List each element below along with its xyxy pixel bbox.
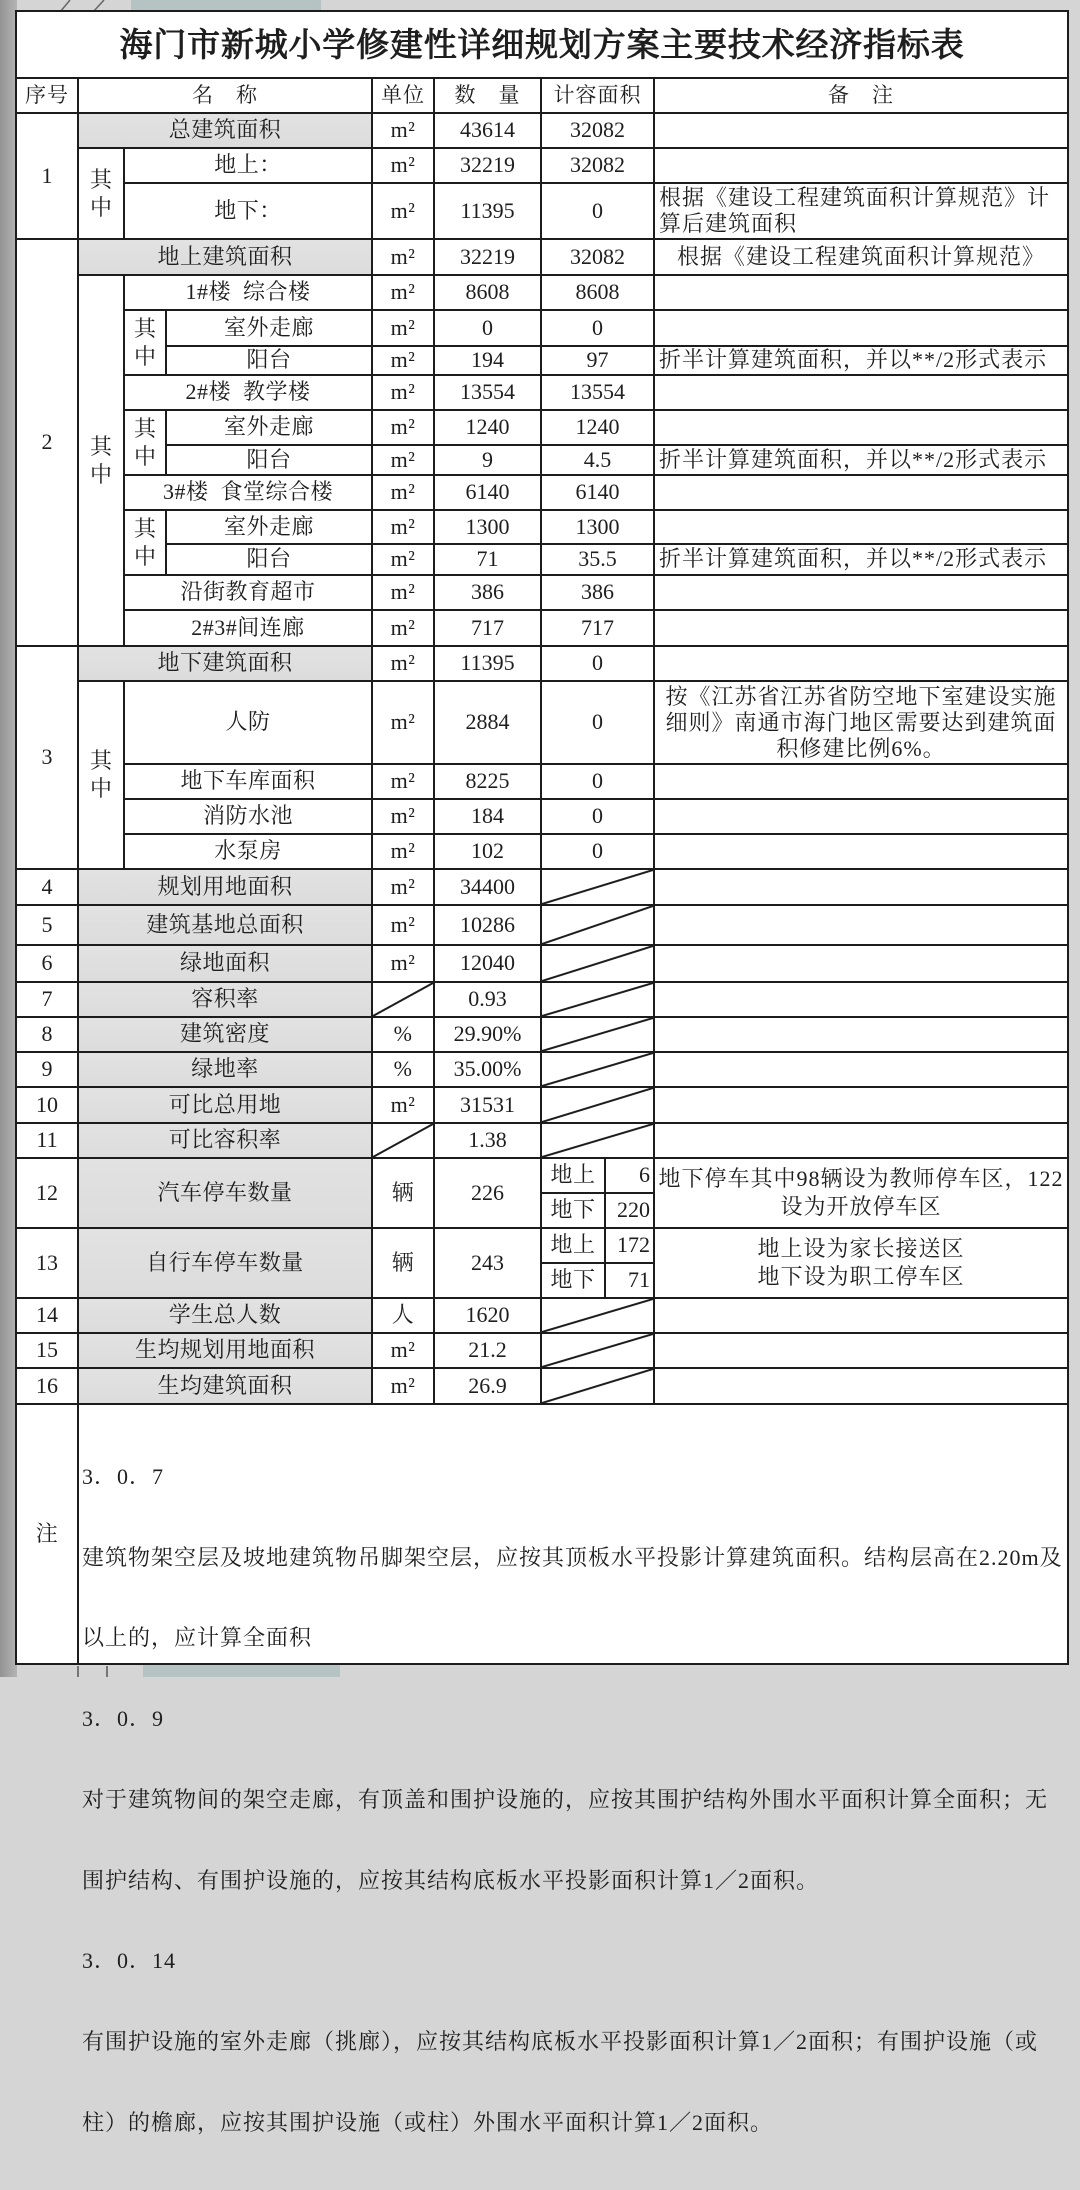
far-area-cell: 4.5 xyxy=(542,446,655,476)
unit-cell: m² xyxy=(373,870,435,906)
quantity-cell: 12040 xyxy=(435,946,542,983)
quantity-cell: 0.93 xyxy=(435,983,542,1018)
quantity-cell: 11395 xyxy=(435,184,542,240)
remark-cell xyxy=(655,800,1069,835)
seq-cell: 11 xyxy=(17,1124,79,1159)
name-cell: 生均建筑面积 xyxy=(79,1369,373,1405)
far-area-cell: 1240 xyxy=(542,411,655,446)
name-cell: 自行车停车数量 xyxy=(79,1229,373,1299)
far-area-cell: 0 xyxy=(542,682,655,765)
unit-cell: % xyxy=(373,1018,435,1053)
unit-cell-not-applicable xyxy=(373,1124,435,1159)
seq-cell: 9 xyxy=(17,1053,79,1088)
name-cell: 地下车库面积 xyxy=(125,765,373,800)
header-unit: 单位 xyxy=(373,79,435,114)
remark-cell: 折半计算建筑面积，并以**/2形式表示 xyxy=(655,446,1069,476)
breakdown-label xyxy=(79,276,125,647)
name-cell: 地下： xyxy=(125,184,373,240)
far-area-cell-not-applicable xyxy=(542,1018,655,1053)
quantity-cell: 35.00% xyxy=(435,1053,542,1088)
unit-cell: m² xyxy=(373,1334,435,1369)
unit-cell: m² xyxy=(373,511,435,545)
far-area-cell-not-applicable xyxy=(542,1124,655,1159)
remark-cell xyxy=(655,765,1069,800)
quantity-cell: 2884 xyxy=(435,682,542,765)
breakdown-label-text: 其中 xyxy=(90,433,113,487)
quantity-cell: 34400 xyxy=(435,870,542,906)
far-area-cell-not-applicable xyxy=(542,1369,655,1405)
indicator-table xyxy=(15,10,1069,2136)
remark-line: 设为开放停车区 xyxy=(780,1194,942,1219)
quantity-cell: 0 xyxy=(435,311,542,347)
quantity-cell: 194 xyxy=(435,347,542,376)
remark-cell xyxy=(655,184,1069,240)
remark-cell xyxy=(655,511,1069,545)
name-cell: 汽车停车数量 xyxy=(79,1159,373,1229)
unit-cell: m² xyxy=(373,1088,435,1124)
name-cell: 绿地面积 xyxy=(79,946,373,983)
sub-breakdown-label xyxy=(125,311,167,376)
remark-cell xyxy=(655,870,1069,906)
unit-cell: 人 xyxy=(373,1299,435,1334)
unit-cell: 辆 xyxy=(373,1229,435,1299)
breakdown-label xyxy=(79,149,125,240)
clause-code: 3．0．7 xyxy=(82,1463,165,1489)
unit-cell: m² xyxy=(373,347,435,376)
table-title: 海门市新城小学修建性详细规划方案主要技术经济指标表 xyxy=(17,12,1069,79)
notes-text xyxy=(79,1405,1069,2136)
clause-code: 3．0．14 xyxy=(82,1948,177,1974)
name-cell: 阳台 xyxy=(167,446,373,476)
sub-breakdown-label xyxy=(125,411,167,476)
far-area-cell-not-applicable xyxy=(542,906,655,946)
quantity-cell: 226 xyxy=(435,1159,542,1229)
unit-cell: % xyxy=(373,1053,435,1088)
name-cell: 2#3#间连廊 xyxy=(125,611,373,647)
far-area-cell: 0 xyxy=(542,765,655,800)
name-cell: 室外走廊 xyxy=(167,511,373,545)
far-area-cell: 97 xyxy=(542,347,655,376)
quantity-cell: 10286 xyxy=(435,906,542,946)
quantity-cell: 8608 xyxy=(435,276,542,311)
name-cell: 水泵房 xyxy=(125,835,373,870)
remark-cell xyxy=(655,1229,1069,1299)
seq-cell: 6 xyxy=(17,946,79,983)
remark-line: 根据《建设工程建筑面积计算规范》计 xyxy=(659,185,1051,210)
split-label-cell: 地上 xyxy=(542,1229,606,1264)
name-cell: 建筑密度 xyxy=(79,1018,373,1053)
name-cell: 1#楼 综合楼 xyxy=(125,276,373,311)
quantity-cell: 21.2 xyxy=(435,1334,542,1369)
header-far-area: 计容面积 xyxy=(542,79,655,114)
breakdown-label-text: 其中 xyxy=(90,748,113,801)
remark-cell xyxy=(655,983,1069,1018)
unit-cell-not-applicable xyxy=(373,983,435,1018)
quantity-cell: 32219 xyxy=(435,240,542,276)
name-cell: 沿街教育超市 xyxy=(125,576,373,611)
remark-cell xyxy=(655,835,1069,870)
name-cell-summary: 地下建筑面积 xyxy=(79,647,373,682)
seq-cell: 15 xyxy=(17,1334,79,1369)
name-cell: 阳台 xyxy=(167,347,373,376)
quantity-cell: 1620 xyxy=(435,1299,542,1334)
quantity-cell: 184 xyxy=(435,800,542,835)
far-area-cell: 0 xyxy=(542,835,655,870)
far-area-cell: 32082 xyxy=(542,240,655,276)
far-area-cell: 8608 xyxy=(542,276,655,311)
seq-cell: 1 xyxy=(17,114,79,240)
remark-cell xyxy=(655,1018,1069,1053)
clause-line: 柱）的檐廊，应按其围护设施（或柱）外围水平面积计算1／2面积。 xyxy=(82,2110,774,2136)
remark-cell xyxy=(655,411,1069,446)
quantity-cell: 13554 xyxy=(435,376,542,411)
unit-cell: m² xyxy=(373,184,435,240)
quantity-cell: 243 xyxy=(435,1229,542,1299)
unit-cell: m² xyxy=(373,411,435,446)
name-cell: 阳台 xyxy=(167,545,373,576)
name-cell: 3#楼 食堂综合楼 xyxy=(125,476,373,511)
far-area-cell-not-applicable xyxy=(542,946,655,983)
quantity-cell: 8225 xyxy=(435,765,542,800)
remark-line: 算后建筑面积 xyxy=(659,211,798,236)
far-area-cell: 13554 xyxy=(542,376,655,411)
split-label-cell: 地上 xyxy=(542,1159,606,1194)
unit-cell: m² xyxy=(373,149,435,184)
far-area-cell-not-applicable xyxy=(542,983,655,1018)
quantity-cell: 9 xyxy=(435,446,542,476)
split-value-cell: 172 xyxy=(606,1229,655,1264)
far-area-cell: 1300 xyxy=(542,511,655,545)
unit-cell: m² xyxy=(373,311,435,347)
remark-cell xyxy=(655,1088,1069,1124)
quantity-cell: 102 xyxy=(435,835,542,870)
remark-cell xyxy=(655,114,1069,149)
unit-cell: 辆 xyxy=(373,1159,435,1229)
sub-breakdown-label xyxy=(125,511,167,576)
quantity-cell: 31531 xyxy=(435,1088,542,1124)
remark-cell xyxy=(655,1159,1069,1229)
unit-cell: m² xyxy=(373,682,435,765)
name-cell: 地上： xyxy=(125,149,373,184)
split-value-cell: 6 xyxy=(606,1159,655,1194)
remark-cell xyxy=(655,647,1069,682)
far-area-cell: 35.5 xyxy=(542,545,655,576)
unit-cell: m² xyxy=(373,545,435,576)
breakdown-label-text: 其中 xyxy=(90,166,113,220)
far-area-cell: 386 xyxy=(542,576,655,611)
notes-label: 注 xyxy=(17,1405,79,1665)
split-label-cell: 地下 xyxy=(542,1264,606,1299)
far-area-cell: 0 xyxy=(542,311,655,347)
unit-cell: m² xyxy=(373,611,435,647)
seq-cell: 8 xyxy=(17,1018,79,1053)
name-cell: 学生总人数 xyxy=(79,1299,373,1334)
remark-line: 细则》南通市海门地区需要达到建筑面 xyxy=(665,709,1057,735)
name-cell: 可比总用地 xyxy=(79,1088,373,1124)
name-cell: 绿地率 xyxy=(79,1053,373,1088)
unit-cell: m² xyxy=(373,114,435,149)
breakdown-label xyxy=(79,682,125,870)
unit-cell: m² xyxy=(373,476,435,511)
remark-cell xyxy=(655,149,1069,184)
remark-cell xyxy=(655,376,1069,411)
remark-cell xyxy=(655,576,1069,611)
clause-line: 有围护设施的室外走廊（挑廊），应按其结构底板水平投影面积计算1／2面积；有围护设施（或 xyxy=(82,2029,1039,2055)
remark-cell xyxy=(655,1299,1069,1334)
quantity-cell: 26.9 xyxy=(435,1369,542,1405)
seq-cell: 13 xyxy=(17,1229,79,1299)
far-area-cell-not-applicable xyxy=(542,1053,655,1088)
seq-cell: 16 xyxy=(17,1369,79,1405)
seq-cell: 4 xyxy=(17,870,79,906)
name-cell: 室外走廊 xyxy=(167,311,373,347)
name-cell: 可比容积率 xyxy=(79,1124,373,1159)
breakdown-label-text: 其中 xyxy=(134,515,157,569)
clause-line: 围护结构、有围护设施的，应按其结构底板水平投影面积计算1／2面积。 xyxy=(82,1867,820,1893)
quantity-cell: 1.38 xyxy=(435,1124,542,1159)
name-cell-summary: 总建筑面积 xyxy=(79,114,373,149)
name-cell: 室外走廊 xyxy=(167,411,373,446)
quantity-cell: 29.90% xyxy=(435,1018,542,1053)
remark-cell: 根据《建设工程建筑面积计算规范》 xyxy=(655,240,1069,276)
quantity-cell: 1300 xyxy=(435,511,542,545)
remark-cell xyxy=(655,906,1069,946)
far-area-cell-not-applicable xyxy=(542,1334,655,1369)
remark-cell: 折半计算建筑面积，并以**/2形式表示 xyxy=(655,347,1069,376)
name-cell: 生均规划用地面积 xyxy=(79,1334,373,1369)
remark-cell xyxy=(655,946,1069,983)
remark-cell xyxy=(655,682,1069,765)
seq-cell: 3 xyxy=(17,647,79,870)
name-cell-summary: 地上建筑面积 xyxy=(79,240,373,276)
seq-cell: 10 xyxy=(17,1088,79,1124)
remark-cell xyxy=(655,311,1069,347)
unit-cell: m² xyxy=(373,1369,435,1405)
header-remarks: 备 注 xyxy=(655,79,1069,114)
name-cell: 建筑基地总面积 xyxy=(79,906,373,946)
remark-line: 地下停车其中98辆设为教师停车区，122 xyxy=(658,1166,1064,1191)
seq-cell: 12 xyxy=(17,1159,79,1229)
breakdown-label-text: 其中 xyxy=(134,315,157,369)
quantity-cell: 1240 xyxy=(435,411,542,446)
remark-cell xyxy=(655,1124,1069,1159)
name-cell: 消防水池 xyxy=(125,800,373,835)
unit-cell: m² xyxy=(373,906,435,946)
far-area-cell-not-applicable xyxy=(542,1088,655,1124)
unit-cell: m² xyxy=(373,240,435,276)
remark-cell xyxy=(655,1369,1069,1405)
header-seq: 序号 xyxy=(17,79,79,114)
header-name: 名 称 xyxy=(79,79,373,114)
far-area-cell: 6140 xyxy=(542,476,655,511)
remark-line: 地上设为家长接送区 xyxy=(757,1236,965,1261)
remark-cell xyxy=(655,611,1069,647)
unit-cell: m² xyxy=(373,276,435,311)
unit-cell: m² xyxy=(373,376,435,411)
unit-cell: m² xyxy=(373,800,435,835)
seq-cell: 2 xyxy=(17,240,79,647)
unit-cell: m² xyxy=(373,765,435,800)
remark-cell xyxy=(655,476,1069,511)
far-area-cell-not-applicable xyxy=(542,870,655,906)
far-area-cell: 32082 xyxy=(542,114,655,149)
seq-cell: 5 xyxy=(17,906,79,946)
clause-line: 以上的，应计算全面积 xyxy=(82,1625,313,1651)
quantity-cell: 43614 xyxy=(435,114,542,149)
unit-cell: m² xyxy=(373,446,435,476)
remark-cell xyxy=(655,276,1069,311)
header-quantity: 数 量 xyxy=(435,79,542,114)
remark-line: 积修建比例6%。 xyxy=(776,735,946,761)
clause-line: 建筑物架空层及坡地建筑物吊脚架空层，应按其顶板水平投影计算建筑面积。结构层高在2.20m及 xyxy=(82,1544,1063,1570)
clause-code: 3．0．9 xyxy=(82,1706,165,1732)
unit-cell: m² xyxy=(373,576,435,611)
quantity-cell: 71 xyxy=(435,545,542,576)
remark-line: 按《江苏省江苏省防空地下室建设实施 xyxy=(665,683,1057,709)
far-area-cell-not-applicable xyxy=(542,1299,655,1334)
far-area-cell: 0 xyxy=(542,800,655,835)
quantity-cell: 717 xyxy=(435,611,542,647)
breakdown-label-text: 其中 xyxy=(134,415,157,469)
quantity-cell: 386 xyxy=(435,576,542,611)
split-value-cell: 220 xyxy=(606,1194,655,1229)
name-cell: 容积率 xyxy=(79,983,373,1018)
name-cell: 规划用地面积 xyxy=(79,870,373,906)
remark-cell xyxy=(655,1334,1069,1369)
split-label-cell: 地下 xyxy=(542,1194,606,1229)
seq-cell: 14 xyxy=(17,1299,79,1334)
quantity-cell: 6140 xyxy=(435,476,542,511)
quantity-cell: 32219 xyxy=(435,149,542,184)
quantity-cell: 11395 xyxy=(435,647,542,682)
remark-cell xyxy=(655,1053,1069,1088)
unit-cell: m² xyxy=(373,946,435,983)
far-area-cell: 717 xyxy=(542,611,655,647)
seq-cell: 7 xyxy=(17,983,79,1018)
unit-cell: m² xyxy=(373,835,435,870)
clause-line: 对于建筑物间的架空走廊，有顶盖和围护设施的，应按其围护结构外围水平面积计算全面积；无 xyxy=(82,1786,1049,1812)
remark-line: 地下设为职工停车区 xyxy=(757,1264,965,1289)
split-value-cell: 71 xyxy=(606,1264,655,1299)
name-cell: 2#楼 教学楼 xyxy=(125,376,373,411)
name-cell: 人防 xyxy=(125,682,373,765)
far-area-cell: 32082 xyxy=(542,149,655,184)
far-area-cell: 0 xyxy=(542,184,655,240)
far-area-cell: 0 xyxy=(542,647,655,682)
remark-cell: 折半计算建筑面积，并以**/2形式表示 xyxy=(655,545,1069,576)
unit-cell: m² xyxy=(373,647,435,682)
